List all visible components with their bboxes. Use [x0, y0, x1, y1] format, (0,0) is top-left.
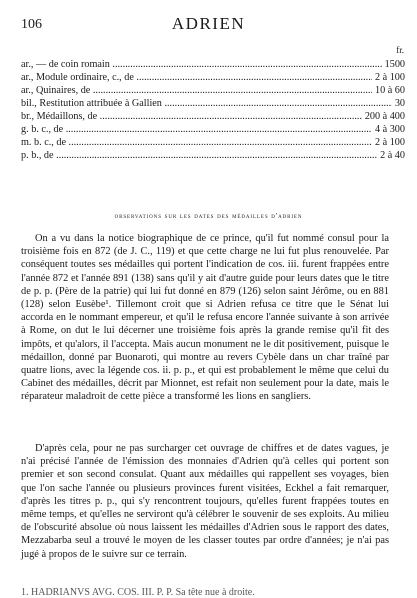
price-row-description: g. b. c., de ..... — [21, 123, 372, 136]
price-row-value: 10 à 60 — [375, 85, 405, 96]
price-row — [21, 123, 405, 136]
price-row-description: ar., — de coin romain ..... — [21, 58, 382, 71]
price-unit-label: fr. — [396, 45, 404, 55]
price-row-description: ar., Quinaires, de ..... — [21, 84, 372, 97]
price-row — [21, 71, 405, 84]
price-row — [21, 84, 405, 97]
price-row-value: 2 à 100 — [375, 137, 405, 148]
body-paragraph: On a vu dans la notice biographique de ce prince, qu'il fut nommé consul pour la troisième fois en 872 (de J. C., 119) et que cette charge ne lui fut plus renouvelée. Par conséquent toutes ses médailles qui portent l'indication de cos. iii. furent frappées entre l'année 872 et l'année 891 (138) sans qu'il y ait d'autre guide pour leurs dates que le titre de p. p. (Père de la patrie) qui lui fut donné en 879 (126) selon saint Jérôme, ou en 881 (128) selon Eusèbe¹. Tillemont croit que si Adrien refusa ce titre que le Sénat lui accorda en le nommant empereur, et qu'il le refusa encore l'année suivante à son arrivée à Rome, on dut le lui décerner une troisième fois après la grande remise qu'il fit des impôts, et qu'alors, il l'accepta. Mais aucun monument ne le dit positivement, puisque le médaillon, donné par Buonaroti, qui montre au revers Cybèle dans un char traîné par quatre lions, avec la légende cos. ii. p. p., et qui est probablement le même que celui du Cabinet des médailles, décrit par Mionnet, est refait non seulement pour la date, mais le réparateur maladroit de cette pièce a transformé les lions en sangliers. — [21, 233, 389, 403]
price-row-description: m. b. c., de ..... — [21, 136, 372, 149]
price-row — [21, 149, 405, 162]
price-row-description: ar., Module ordinaire, c., de ..... — [21, 71, 372, 84]
price-row-value: 1500 — [384, 59, 405, 70]
price-row-description: br., Médaillons, de ..... — [21, 110, 362, 123]
body-paragraph: D'après cela, pour ne pas surcharger cet ouvrage de chiffres et de dates vagues, je n'ai précisé l'année de l'émission des monnaies d'Adrien qu'à celles qui portent son premier et son second consulat. Quant aux médailles qui rappellent ses voyages, bien que l'on sache l'année ou plusieurs provinces furent visitées, Eckhel a fait remarquer, d'après les titres p. p., qui s'y rencontrent toujours, qu'elles furent frappées toutes en même temps, et qu'elles ne serviront qu'à célébrer le souvenir de ses exploits. Au milieu de l'obscurité absolue où nous laissent les médailles d'Adrien sous le rapport des dates, Mezzabarba seul a trouvé le moyen de les classer toutes par ordre d'années; je n'ai pas jugé à propos de le suivre sur ce terrain. — [21, 443, 389, 560]
price-row-value: 30 — [394, 98, 405, 109]
price-row-value: 2 à 40 — [380, 150, 405, 161]
price-row-description: bil., Restitution attribuée à Gallien ..... — [21, 97, 392, 110]
section-heading: observations sur les dates des médailles d'adrien — [114, 211, 303, 220]
price-row — [21, 58, 405, 71]
footnote-partial: 1. HADRIANVS AVG. COS. III. P. P. Sa tête nue à droite. — [21, 587, 255, 598]
price-list — [21, 58, 405, 162]
page-header — [0, 14, 417, 36]
price-row-value: 2 à 100 — [375, 72, 405, 83]
price-row-value: 4 à 300 — [375, 124, 405, 135]
price-row — [21, 110, 405, 123]
price-row — [21, 97, 405, 110]
price-row-value: 200 à 400 — [364, 111, 405, 122]
page-number: 106 — [21, 17, 42, 32]
running-title: ADRIEN — [171, 14, 246, 33]
price-row — [21, 136, 405, 149]
price-row-description: p. b., de ..... — [21, 149, 377, 162]
